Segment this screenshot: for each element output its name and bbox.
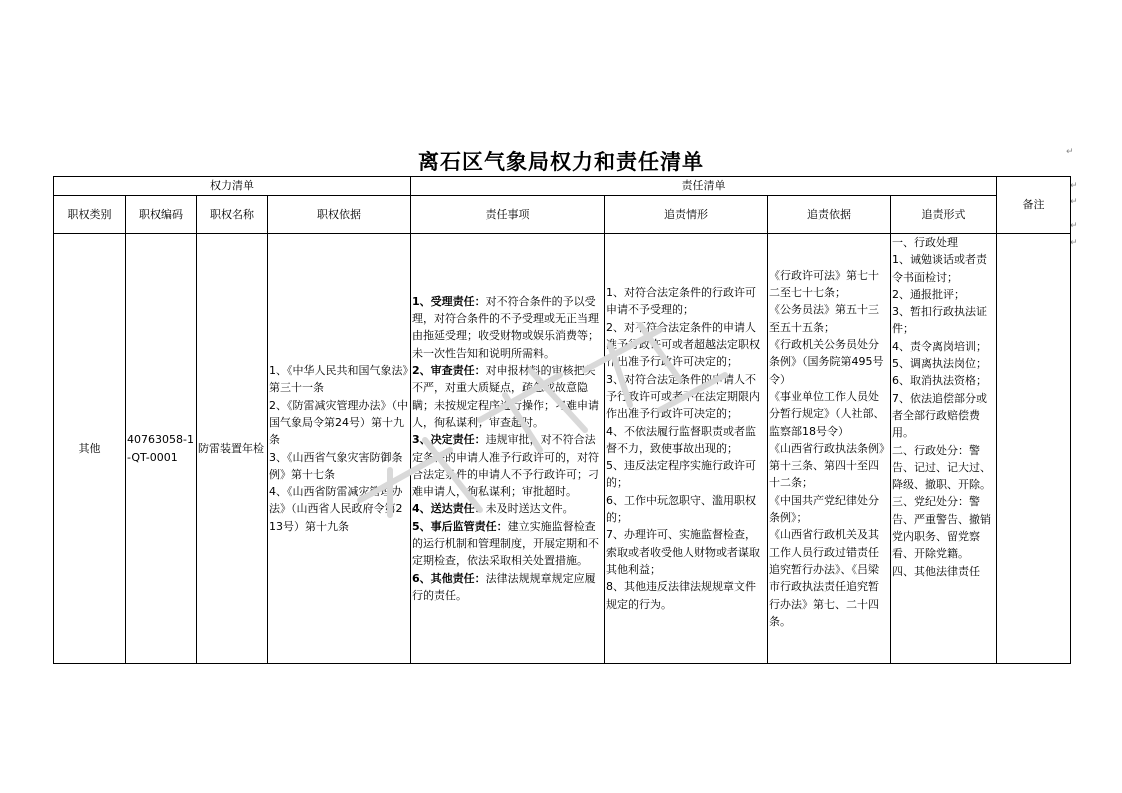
remarks-cell: [997, 234, 1071, 664]
responsibility-item: [412, 518, 603, 570]
column-header-power-basis: 职权依据: [268, 196, 411, 234]
remarks-header: 备注: [997, 177, 1071, 234]
column-header-power-name: 职权名称: [197, 196, 268, 234]
responsibility-item-text: 法律法规规章规定应履行的责任。: [412, 571, 596, 602]
responsibility-item: [412, 570, 603, 605]
responsibility-item-title: 5、事后监管责任：: [412, 519, 508, 533]
responsibility-item: [412, 431, 603, 500]
responsibility-item-title: 4、送达责任：: [412, 502, 486, 516]
responsibility-item-title: 3、决定责任：: [412, 433, 486, 447]
column-header-power-code: 职权编码: [126, 196, 197, 234]
responsibility-item-title: 6、其他责任：: [412, 571, 486, 585]
page-title: 离石区气象局权力和责任清单: [418, 149, 704, 174]
power-basis-cell: 1、《中华人民共和国气象法》第三十一条 2、《防雷减灾管理办法》（中国气象局令第24号）第十九条 3、《山西省气象灾害防御条例》第十七条 4、《山西省防雷减灾管理办法》（山西省人民政府令第213号）第十九条: [268, 234, 411, 664]
paragraph-mark: ↵: [1070, 238, 1078, 248]
column-header-row: [54, 196, 1071, 234]
responsibility-item: [412, 500, 603, 517]
power-name-cell: 防雷装置年检: [197, 234, 268, 664]
column-header-accountability-cases: 追责情形: [605, 196, 768, 234]
power-list-header: 权力清单: [54, 177, 411, 196]
responsibility-item: [412, 293, 603, 362]
table-row: [54, 234, 1071, 664]
responsibility-item-title: 2、审查责任：: [412, 364, 486, 378]
paragraph-mark: ↵: [1066, 147, 1074, 157]
responsibility-item-text: 对不符合条件的予以受理，对符合条件的不予受理或无正当理由拖延受理；收受财物或娱乐消费等；未一次性告知和说明所需料。: [412, 294, 599, 360]
responsibility-list-header: 责任清单: [411, 177, 997, 196]
column-header-accountability-forms: 追责形式: [891, 196, 997, 234]
group-header-row: [54, 177, 1071, 196]
column-header-responsibility-items: 责任事项: [411, 196, 605, 234]
column-header-power-type: 职权类别: [54, 196, 126, 234]
responsibility-item-text: 建立实施监督检查的运行机制和管理制度，开展定期和不定期检查，依法采取相关处置措施。: [412, 519, 599, 568]
paragraph-mark: ↵: [1070, 181, 1078, 191]
accountability-basis-cell: 《行政许可法》第七十二至七十七条； 《公务员法》第五十三至五十五条； 《行政机关公务员处分条例》（国务院第495号令） 《事业单位工作人员处分暂行规定》（人社部、监察部18号令） 《山西省行政执法条例》第十三条、第四十至四十二条； 《中国共产党纪律处分条例》； 《山西省行政机关及其工作人员行政过错责任追究暂行办法》、《吕梁市行政执法责任追究暂行办法》第七、二十四条。: [768, 234, 891, 664]
responsibility-items-cell: [411, 234, 605, 664]
power-type-cell: 其他: [54, 234, 126, 664]
responsibility-item-text: 未及时送达文件。: [485, 502, 574, 516]
accountability-cases-cell: 1、对符合法定条件的行政许可申请不予受理的； 2、对不符合法定条件的申请人准予行政许可或者超越法定职权作出准予行政许可决定的； 3、对符合法定条件的申请人不予行政许可或者不在法定期限内作出准予行政许可决定的； 4、不依法履行监督职责或者监督不力，致使事故出现的； 5、违反法定程序实施行政许可的； 6、工作中玩忽职守、滥用职权的； 7、办理许可、实施监督检查，索取或者收受他人财物或者谋取其他利益； 8、其他违反法律法规规章文件规定的行为。: [605, 234, 768, 664]
responsibility-item-title: 1、受理责任：: [412, 294, 486, 308]
accountability-forms-cell: 一、行政处理 1、诫勉谈话或者责令书面检讨； 2、通报批评； 3、暂扣行政执法证件； 4、责令离岗培训； 5、调离执法岗位； 6、取消执法资格； 7、依法追偿部分或者全部行政赔偿费用。 二、行政处分：警告、记过、记大过、降级、撤职、开除。 三、党纪处分：警告、严重警告、撤销党内职务、留党察看、开除党籍。 四、其他法律责任: [891, 234, 997, 664]
paragraph-mark: ↵: [1070, 221, 1078, 231]
responsibility-item-text: 违规审批，对不符合法定条件的申请人准予行政许可的，对符合法定条件的申请人不予行政许可；刁难申请人，徇私谋利；审批超时。: [412, 433, 599, 499]
power-code-cell: 40763058-1-QT-0001: [126, 234, 197, 664]
responsibility-item-text: 对申报材料的审核把关不严，对重大质疑点，疏忽或故意隐瞒；未按规定程序进行操作；刁难申请人，徇私谋利；审查超时。: [412, 364, 599, 429]
power-responsibility-table: [53, 176, 1071, 664]
paragraph-mark: ↵: [1070, 197, 1078, 207]
responsibility-item: [412, 362, 603, 431]
column-header-accountability-basis: 追责依据: [768, 196, 891, 234]
